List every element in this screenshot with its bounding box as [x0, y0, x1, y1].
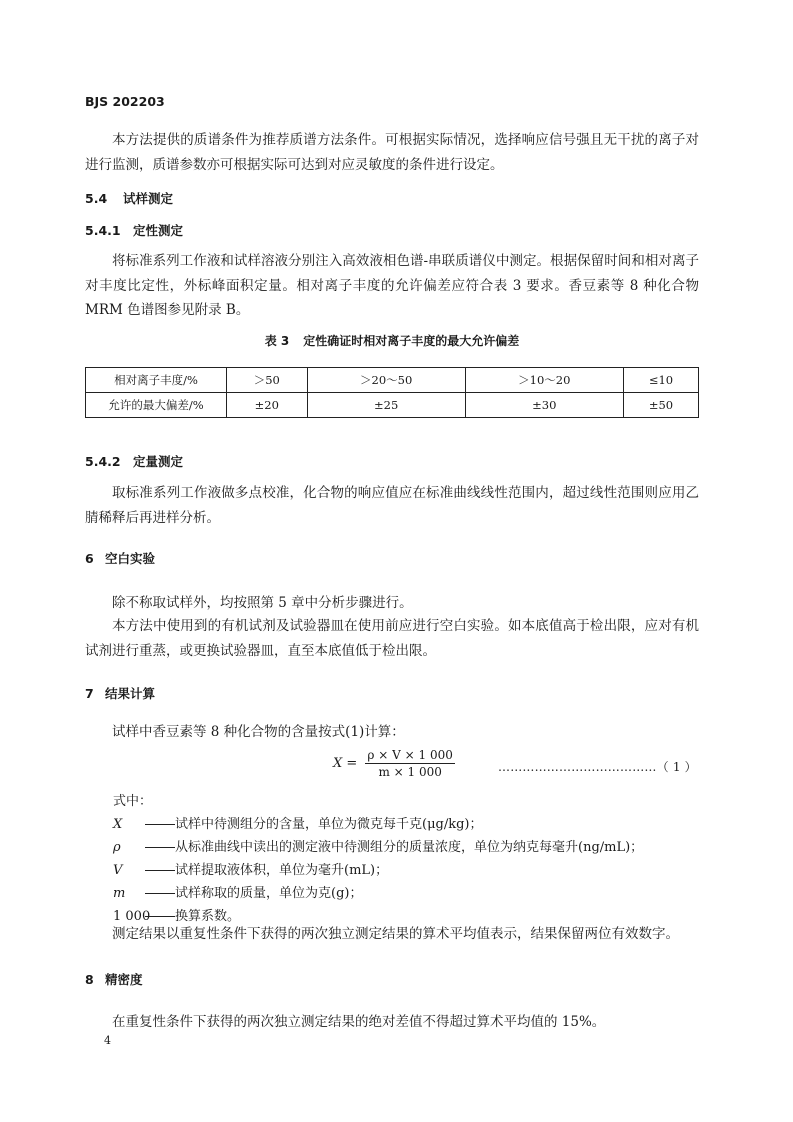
page-number: 4	[104, 1034, 111, 1047]
variable-description: 试样中待测组分的含量，单位为微克每千克(μg/kg)；	[175, 817, 483, 832]
section-8-heading	[85, 970, 143, 988]
table-cell: ＞10～20	[465, 368, 623, 393]
formula-denominator: m × 1 000	[378, 765, 442, 779]
section-title: 定量测定	[133, 454, 184, 469]
qualitative-paragraph: 将标准系列工作液和试样溶液分别注入高效液相色谱-串联质谱仪中测定。根据保留时间和相对离子对丰度比定性，外标峰面积定量。相对离子丰度的允许偏差应符合表 3 要求。香豆素等 8 种化合物 MRM 色谱图参见附录 B。	[85, 253, 699, 318]
table-cell: 允许的最大偏差/%	[86, 393, 227, 418]
precision-paragraph: 在重复性条件下获得的两次独立测定结果的绝对差值不得超过算术平均值的 15%。	[112, 1014, 606, 1030]
variable-symbol: m	[113, 886, 126, 901]
table-row	[86, 368, 699, 393]
table-caption	[85, 332, 699, 349]
variable-description: 从标准曲线中读出的测定液中待测组分的质量浓度，单位为纳克每毫升(ng/mL)；	[175, 840, 644, 855]
section-number: 6	[85, 551, 94, 566]
table-cell: ≤10	[623, 368, 698, 393]
section-number: 8	[85, 972, 94, 987]
formula-lhs: X =	[333, 756, 358, 771]
result-paragraph: 测定结果以重复性条件下获得的两次独立测定结果的算术平均值表示，结果保留两位有效数字。	[112, 926, 679, 942]
table-cell: 相对离子丰度/%	[86, 368, 227, 393]
em-dash	[145, 870, 175, 871]
variable-row	[113, 859, 388, 878]
section-6-heading	[85, 549, 155, 567]
em-dash	[145, 847, 175, 848]
em-dash	[145, 893, 175, 894]
variable-row	[113, 882, 362, 901]
table-row	[86, 393, 699, 418]
variable-symbol: 1 000	[113, 909, 151, 924]
intro-paragraph: 本方法提供的质谱条件为推荐质谱方法条件。可根据实际情况，选择响应信号强且无干扰的离子对进行监测，质谱参数亦可根据实际可达到对应灵敏度的条件进行设定。	[85, 132, 699, 173]
section-5-4-1-heading	[85, 221, 183, 239]
table-cell: ±25	[307, 393, 465, 418]
section-title: 精密度	[105, 972, 143, 987]
variable-symbol: ρ	[113, 840, 121, 855]
section-title: 结果计算	[105, 686, 156, 701]
em-dash	[145, 824, 175, 825]
variable-row	[113, 813, 483, 832]
variable-description: 试样称取的质量，单位为克(g)；	[175, 886, 363, 901]
section-title: 定性测定	[133, 223, 184, 238]
section-number: 5.4.2	[85, 454, 121, 469]
section-5-4-heading	[85, 189, 173, 207]
section-7-heading	[85, 684, 155, 702]
variable-symbol: X	[113, 817, 123, 832]
section-number: 7	[85, 686, 94, 701]
section-5-4-2-heading	[85, 452, 183, 470]
ion-abundance-table	[85, 367, 699, 418]
table-cell: ＞50	[227, 368, 308, 393]
section-number: 5.4	[85, 191, 108, 206]
formula-1	[333, 748, 455, 779]
variable-symbol: V	[113, 863, 123, 878]
table-title: 定性确证时相对离子丰度的最大允许偏差	[303, 334, 520, 348]
blank-paragraph-2: 本方法中使用到的有机试剂及试验器皿在使用前应进行空白实验。如本底值高于检出限，应对有机试剂进行重蒸，或更换试验器皿，直至本底值低于检出限。	[85, 618, 699, 659]
em-dash	[145, 916, 175, 917]
formula-numerator: ρ × V × 1 000	[367, 748, 453, 762]
variable-description: 换算系数。	[175, 909, 241, 924]
formula-intro: 试样中香豆素等 8 种化合物的含量按式(1)计算：	[112, 724, 405, 740]
quantitative-paragraph: 取标准系列工作液做多点校准，化合物的响应值应在标准曲线线性范围内，超过线性范围则应用乙腈稀释后再进样分析。	[85, 485, 699, 526]
table-cell: ±50	[623, 393, 698, 418]
blank-paragraph-1: 除不称取试样外，均按照第 5 章中分析步骤进行。	[112, 595, 413, 611]
table-cell: ＞20～50	[307, 368, 465, 393]
section-number: 5.4.1	[85, 223, 121, 238]
table-cell: ±20	[227, 393, 308, 418]
section-title: 试样测定	[123, 191, 174, 206]
variable-description: 试样提取液体积，单位为毫升(mL)；	[175, 863, 389, 878]
section-title: 空白实验	[105, 551, 156, 566]
table-number: 表 3	[264, 334, 290, 348]
table-cell: ±30	[465, 393, 623, 418]
formula-number: …………………………………（ 1 ）	[498, 760, 697, 774]
document-id: BJS 202203	[85, 94, 165, 109]
where-label: 式中：	[113, 794, 153, 809]
formula-fraction	[365, 748, 454, 779]
variable-row	[113, 836, 643, 855]
